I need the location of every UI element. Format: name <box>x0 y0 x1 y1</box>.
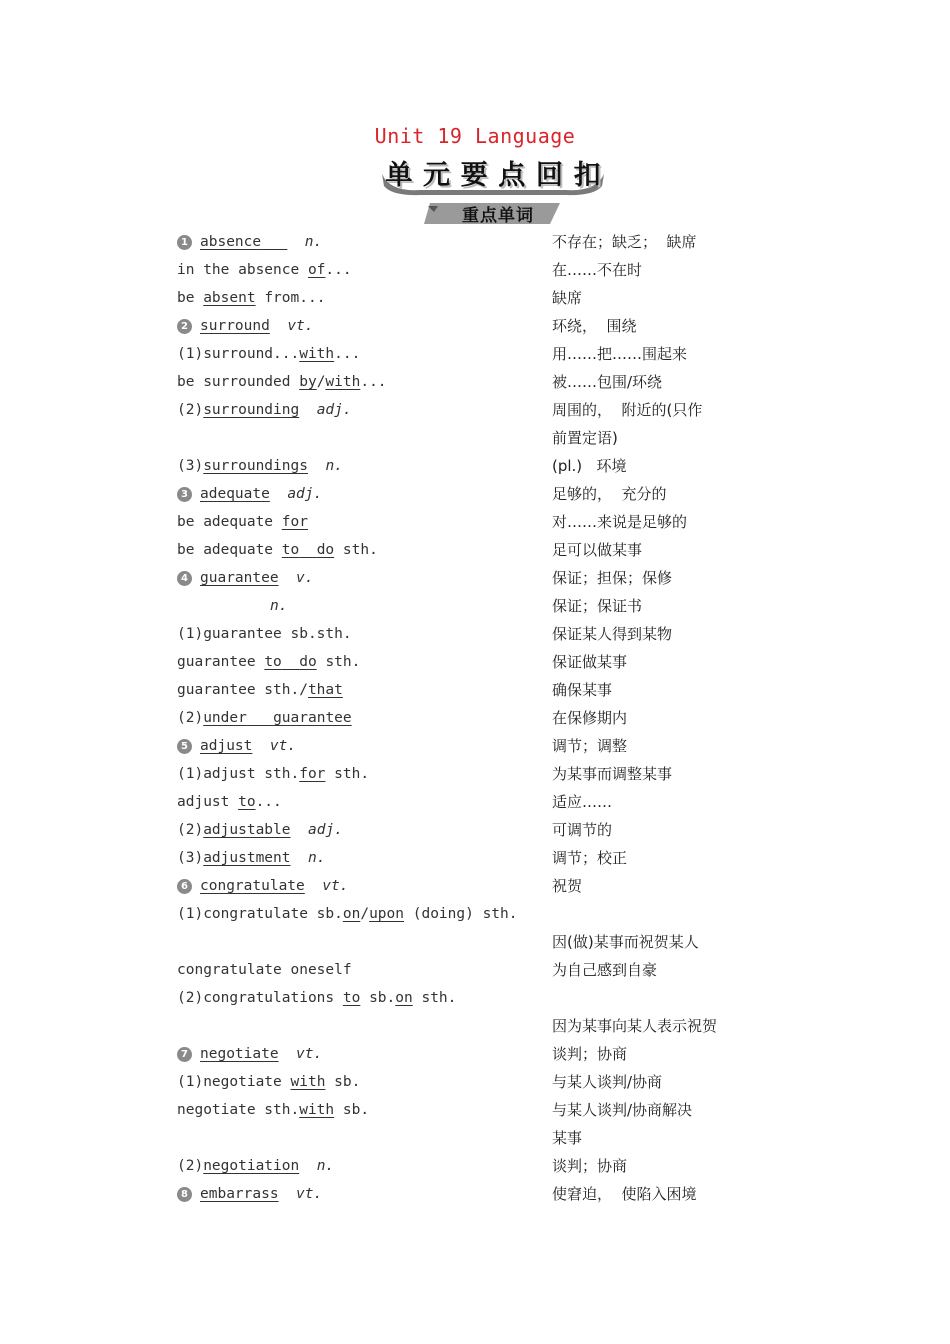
vocab-row <box>0 732 950 760</box>
phrase-text: adjust <box>177 794 239 810</box>
english-entry <box>177 620 352 648</box>
part-of-speech: v. <box>296 570 314 586</box>
blank-answer: absent <box>203 290 256 306</box>
item-number-badge: 3 <box>177 487 192 502</box>
phrase-text: (1)guarantee sb.sth. <box>177 626 352 642</box>
vocab-row <box>0 900 950 928</box>
blank-answer: with <box>299 346 335 362</box>
chinese-meaning: 可调节的 <box>552 821 613 839</box>
english-entry <box>177 1040 322 1068</box>
chinese-meaning: 保证；保证书 <box>552 597 643 615</box>
vocab-row <box>0 256 950 284</box>
part-of-speech: adj. <box>287 486 323 502</box>
chinese-meaning: 与某人谈判/协商解决 <box>552 1101 693 1119</box>
blank-answer: to <box>281 542 300 558</box>
english-entry <box>177 816 343 844</box>
english-entry <box>177 844 325 872</box>
chinese-meaning: 用……把……围起来 <box>552 345 688 363</box>
vocab-row <box>0 676 950 704</box>
vocab-row <box>0 928 950 956</box>
english-entry <box>177 760 369 788</box>
phrase-text: (3) <box>177 850 204 866</box>
chinese-meaning: 在……不在时 <box>552 261 643 279</box>
english-entry <box>177 396 352 424</box>
vocab-row <box>0 956 950 984</box>
section-heading <box>424 200 560 226</box>
blank-answer: negotiation <box>203 1158 300 1174</box>
part-of-speech: n. <box>304 234 323 250</box>
blank-answer: surrounding <box>203 402 300 418</box>
chinese-meaning: 足够的， 充分的 <box>552 485 667 503</box>
vocab-row <box>0 1124 950 1152</box>
chinese-meaning: 不存在；缺乏； 缺席 <box>552 233 697 251</box>
phrase-text: sth. <box>412 990 457 1006</box>
headword: surround <box>200 318 270 334</box>
english-entry <box>177 228 322 256</box>
vocab-row <box>0 1096 950 1124</box>
english-entry <box>177 536 378 564</box>
blank-answer: with <box>290 1074 326 1090</box>
chinese-meaning: 保证；担保；保修 <box>552 569 673 587</box>
chinese-meaning: 周围的， 附近的(只作 <box>552 401 703 419</box>
vocab-row <box>0 424 950 452</box>
phrase-text: (1)adjust sth. <box>177 766 300 782</box>
english-entry <box>177 508 308 536</box>
headword: congratulate <box>200 878 305 894</box>
headword: adjust <box>200 738 253 754</box>
vocab-row <box>0 564 950 592</box>
vocab-row <box>0 704 950 732</box>
item-number-badge: 7 <box>177 1047 192 1062</box>
vocab-row <box>0 480 950 508</box>
english-entry <box>177 1180 322 1208</box>
blank-answer: on <box>342 906 361 922</box>
phrase-text: (1)surround... <box>177 346 300 362</box>
english-entry <box>177 732 296 760</box>
part-of-speech: vt. <box>296 1046 323 1062</box>
unit-review-banner <box>380 152 606 196</box>
chinese-meaning: 某事 <box>552 1129 583 1147</box>
vocab-row <box>0 340 950 368</box>
vocab-row <box>0 396 950 424</box>
part-of-speech: n. <box>325 458 343 474</box>
english-entry <box>177 312 314 340</box>
phrase-text: (2) <box>177 822 204 838</box>
blank-answer: on <box>395 990 413 1006</box>
vocab-row <box>0 1180 950 1208</box>
phrase-text: (2) <box>177 1158 204 1174</box>
phrase-text: ... <box>325 262 352 278</box>
vocab-row <box>0 1012 950 1040</box>
phrase-text: (2) <box>177 710 204 726</box>
english-entry <box>177 648 360 676</box>
english-entry <box>177 984 456 1012</box>
vocab-row <box>0 452 950 480</box>
item-number-badge: 4 <box>177 571 192 586</box>
item-number-badge: 8 <box>177 1187 192 1202</box>
vocab-row <box>0 592 950 620</box>
vocab-row <box>0 228 950 256</box>
english-entry <box>177 368 387 396</box>
english-entry <box>177 872 348 900</box>
blank-answer: upon <box>369 906 404 922</box>
chinese-meaning: 使窘迫， 使陷入困境 <box>552 1185 697 1203</box>
part-of-speech: adj. <box>307 822 343 838</box>
phrase-text: ... <box>334 346 361 362</box>
chinese-meaning: 前置定语) <box>552 429 618 447</box>
chinese-meaning: 足可以做某事 <box>552 541 643 559</box>
vocab-row <box>0 1152 950 1180</box>
english-entry <box>270 592 287 620</box>
phrase-text: sb. <box>360 990 396 1006</box>
vocab-row <box>0 536 950 564</box>
phrase-text: be adequate <box>177 514 282 530</box>
chinese-meaning: 调节；调整 <box>552 737 628 755</box>
blank-answer: guarantee <box>273 710 352 726</box>
headword: embarrass <box>200 1186 279 1202</box>
part-of-speech: adj. <box>316 402 352 418</box>
chinese-meaning: 为某事而调整某事 <box>552 765 673 783</box>
english-entry <box>177 340 360 368</box>
phrase-text: in the absence <box>177 262 308 278</box>
part-of-speech: vt. <box>322 878 349 894</box>
blank-answer: with <box>299 1102 335 1118</box>
vocab-row <box>0 788 950 816</box>
headword: negotiate <box>200 1046 279 1062</box>
blank-answer: adjustment <box>203 850 291 866</box>
phrase-text: from... <box>255 290 326 306</box>
chinese-meaning: 祝贺 <box>552 877 583 895</box>
blank-answer: that <box>307 682 343 698</box>
vocab-row <box>0 872 950 900</box>
english-entry <box>177 900 518 928</box>
phrase-text: / <box>316 374 326 390</box>
chinese-meaning: 在保修期内 <box>552 709 628 727</box>
chinese-meaning: 保证做某事 <box>552 653 628 671</box>
vocab-row <box>0 508 950 536</box>
phrase-text: negotiate sth. <box>177 1102 300 1118</box>
phrase-text: (1)congratulate sb. <box>177 906 343 922</box>
chinese-meaning: 被……包围/环绕 <box>552 373 663 391</box>
blank-answer: by <box>299 374 317 390</box>
vocab-row <box>0 648 950 676</box>
chinese-meaning: 因为某事向某人表示祝贺 <box>552 1017 718 1035</box>
banner-char: 回 <box>535 159 563 191</box>
phrase-text: guarantee sth./ <box>177 682 308 698</box>
blank-answer: under <box>203 710 247 726</box>
vocab-row <box>0 984 950 1012</box>
chinese-meaning: 对……来说是足够的 <box>552 513 688 531</box>
chinese-meaning: 调节；校正 <box>552 849 628 867</box>
phrase-text: congratulate oneself <box>177 962 352 978</box>
phrase-text: ... <box>360 374 387 390</box>
phrase-text: guarantee <box>177 654 265 670</box>
blank-answer: adjustable <box>203 822 291 838</box>
english-entry <box>177 284 325 312</box>
banner-char: 单 <box>385 159 413 191</box>
chinese-meaning: 保证某人得到某物 <box>552 625 673 643</box>
english-entry <box>177 704 352 732</box>
english-entry <box>177 256 352 284</box>
item-number-badge: 6 <box>177 879 192 894</box>
blank-answer: for <box>281 514 308 530</box>
phrase-text: (2)congratulations <box>177 990 343 1006</box>
banner-char: 扣 <box>573 159 601 191</box>
chinese-meaning: 确保某事 <box>552 681 613 699</box>
english-entry <box>177 1068 360 1096</box>
banner-char: 元 <box>422 159 450 191</box>
vocab-row <box>0 1040 950 1068</box>
english-entry <box>177 1096 369 1124</box>
chinese-meaning: 适应…… <box>552 793 613 811</box>
vocab-row <box>0 284 950 312</box>
item-number-badge: 2 <box>177 319 192 334</box>
blank-answer: with <box>325 374 361 390</box>
phrase-text: sb. <box>334 1102 370 1118</box>
part-of-speech: vt. <box>269 738 297 754</box>
phrase-text: ... <box>255 794 282 810</box>
phrase-text: sth. <box>334 542 378 558</box>
phrase-text: (doing) sth. <box>404 906 518 922</box>
english-entry <box>177 480 322 508</box>
vocab-row <box>0 760 950 788</box>
part-of-speech: n. <box>307 850 326 866</box>
part-of-speech: n. <box>316 1158 335 1174</box>
phrase-text: (1)negotiate <box>177 1074 291 1090</box>
part-of-speech: vt. <box>287 318 314 334</box>
english-entry <box>177 452 343 480</box>
english-entry <box>177 788 282 816</box>
blank-answer: to <box>238 794 256 810</box>
blank-answer: do <box>316 542 335 558</box>
vocab-row <box>0 312 950 340</box>
blank-answer: to <box>264 654 282 670</box>
blank-answer: surroundings <box>203 458 308 474</box>
phrase-text: be surrounded <box>177 374 300 390</box>
phrase-text: sth. <box>316 654 361 670</box>
part-of-speech: n. <box>270 598 288 614</box>
item-number-badge: 1 <box>177 235 192 250</box>
headword: adequate <box>200 486 270 502</box>
blank-answer: for <box>299 766 326 782</box>
item-number-badge: 5 <box>177 739 192 754</box>
phrase-text: sth. <box>325 766 370 782</box>
phrase-text: be <box>177 290 204 306</box>
chinese-meaning: 与某人谈判/协商 <box>552 1073 663 1091</box>
vocab-row <box>0 816 950 844</box>
chinese-meaning: 谈判；协商 <box>552 1045 628 1063</box>
banner-char: 要 <box>460 159 488 191</box>
section-title: 重点单词 <box>462 206 534 226</box>
vocab-row <box>0 1068 950 1096</box>
phrase-text: (2) <box>177 402 204 418</box>
vocab-row <box>0 368 950 396</box>
english-entry <box>177 564 314 592</box>
chinese-meaning: 环绕， 围绕 <box>552 317 637 335</box>
english-entry <box>177 956 352 984</box>
english-entry <box>177 1152 334 1180</box>
page-title: Unit 19 Language <box>374 124 576 148</box>
vocab-row <box>0 844 950 872</box>
chinese-meaning: 谈判；协商 <box>552 1157 628 1175</box>
chinese-meaning: 因(做)某事而祝贺某人 <box>552 933 699 951</box>
phrase-text: be adequate <box>177 542 282 558</box>
headword: guarantee <box>200 570 279 586</box>
part-of-speech: vt. <box>296 1186 323 1202</box>
chinese-meaning: 为自己感到自豪 <box>552 961 658 979</box>
blank-answer: of <box>307 262 326 278</box>
phrase-text: / <box>360 906 370 922</box>
vocab-row <box>0 620 950 648</box>
blank-answer: to <box>342 990 361 1006</box>
english-entry <box>177 676 343 704</box>
banner-char: 点 <box>498 159 526 191</box>
chinese-meaning: 缺席 <box>552 289 583 307</box>
headword: absence <box>200 234 262 250</box>
chinese-meaning: (pl.) 环境 <box>552 457 627 475</box>
blank-answer: do <box>299 654 317 670</box>
phrase-text: (3) <box>177 458 204 474</box>
phrase-text: sb. <box>325 1074 361 1090</box>
